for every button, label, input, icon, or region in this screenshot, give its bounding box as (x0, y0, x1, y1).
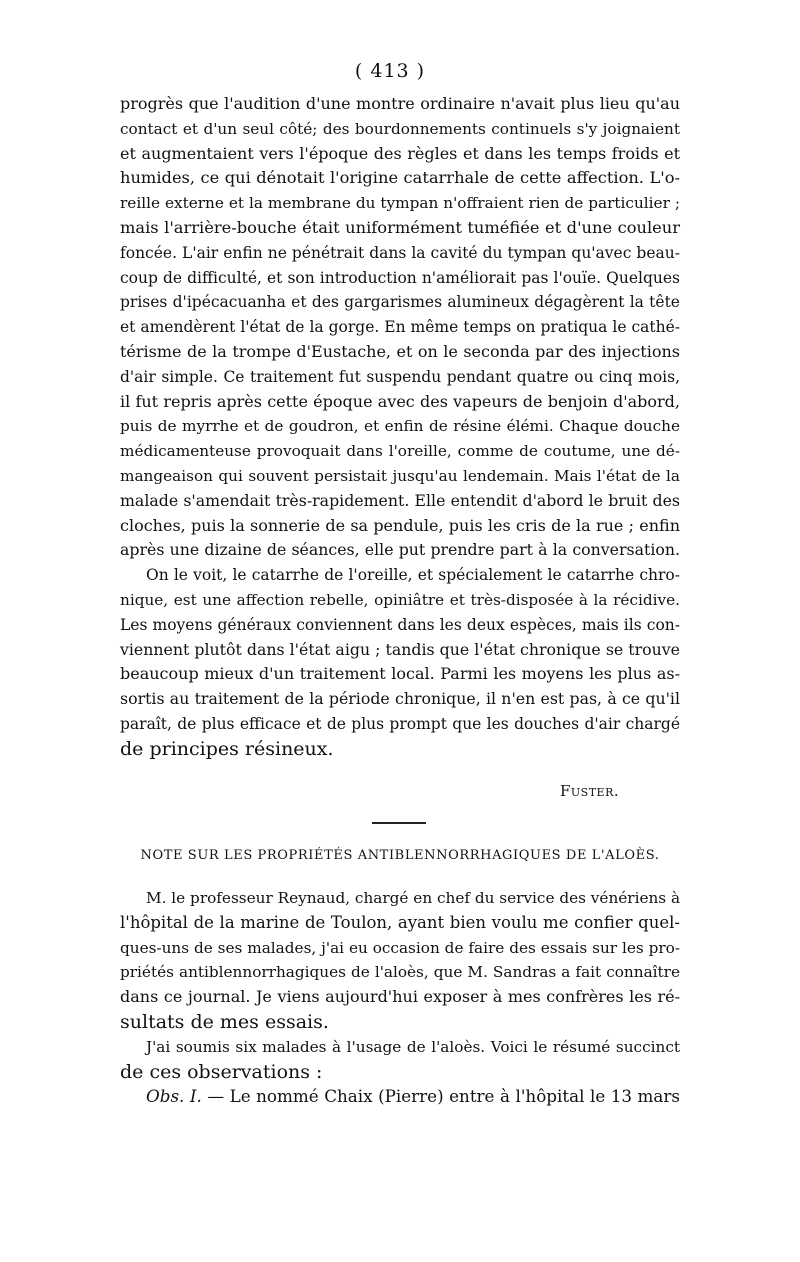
paragraph-3 (120, 886, 680, 1035)
text-line: reille externe et la membrane du tympan n'offraient rien de particulier ; (120, 194, 680, 213)
text-line: d'air simple. Ce traitement fut suspendu pendant quatre ou cinq mois, (120, 367, 680, 386)
text-line: contact et d'un seul côté; des bourdonnements continuels s'y joignaient (120, 119, 680, 138)
body-text-top (120, 92, 680, 762)
section-divider (372, 822, 426, 824)
author-signature: Fuster. (560, 782, 620, 800)
text-line: et augmentaient vers l'époque des règles et dans les temps froids et (120, 143, 680, 163)
text-line: On le voit, le catarrhe de l'oreille, et spécialement le catarrhe chro- (146, 566, 680, 585)
text-line: J'ai soumis six malades à l'usage de l'aloès. Voici le résumé succinct (146, 1037, 680, 1056)
page-number: ( 413 ) (354, 60, 426, 82)
text-line: humides, ce qui dénotait l'origine catarrhale de cette affection. L'o- (120, 168, 680, 188)
text-line: priétés antiblennorrhagiques de l'aloès, que M. Sandras a fait connaître (120, 963, 680, 982)
text-line: malade s'amendait très-rapidement. Elle entendit d'abord le bruit des (120, 490, 680, 510)
observation-paragraph (120, 1084, 680, 1109)
text-line: nique, est une affection rebelle, opiniâtre et très-disposée à la récidive. (120, 590, 680, 609)
text-line: l'hôpital de la marine de Toulon, ayant bien voulu me confier quel- (120, 912, 680, 932)
observation-line (120, 1084, 680, 1109)
text-line: beaucoup mieux d'un traitement local. Parmi les moyens les plus as- (120, 664, 680, 684)
text-line: coup de difficulté, et son introduction n'améliorait pas l'ouïe. Quelques (120, 268, 680, 287)
text-line: sortis au traitement de la période chronique, il n'en est pas, à ce qu'il (120, 689, 680, 709)
text-line: il fut repris après cette époque avec des vapeurs de benjoin d'abord, (120, 391, 680, 411)
text-line: viennent plutôt dans l'état aigu ; tandis que l'état chronique se trouve (120, 639, 680, 659)
text-line: sultats de mes essais. (120, 1010, 329, 1033)
observation-label: Obs. I. (146, 1086, 202, 1107)
text-line: foncée. L'air enfin ne pénétrait dans la cavité du tympan qu'avec beau- (120, 243, 680, 262)
text-line: mais l'arrière-bouche était uniformément tuméfiée et d'une couleur (120, 217, 680, 237)
body-text-bottom (120, 886, 680, 1109)
text-line: de ces observations : (120, 1060, 323, 1083)
text-line: médicamenteuse provoquait dans l'oreille, comme de coutume, une dé- (120, 442, 680, 461)
text-line: progrès que l'audition d'une montre ordinaire n'avait plus lieu qu'au (120, 94, 680, 113)
text-line: paraît, de plus efficace et de plus prompt que les douches d'air chargé (120, 714, 680, 733)
text-line: et amendèrent l'état de la gorge. En même temps on pratiqua le cathé- (120, 318, 680, 337)
observation-text: — Le nommé Chaix (Pierre) entre à l'hôpital le 13 mars (207, 1086, 681, 1107)
paragraph-1 (120, 92, 680, 563)
paragraph-4 (120, 1035, 680, 1085)
text-line: Les moyens généraux conviennent dans les deux espèces, mais ils con- (120, 615, 680, 634)
text-line: dans ce journal. Je viens aujourd'hui exposer à mes confrères les ré- (120, 987, 680, 1007)
section-heading: NOTE SUR LES PROPRIÉTÉS ANTIBLENNORRHAGIQUES DE L'ALOÈS. (140, 848, 660, 863)
paragraph-2 (120, 563, 680, 761)
text-line: de principes résineux. (120, 737, 334, 760)
text-line: prises d'ipécacuanha et des gargarismes alumineux dégagèrent la tête (120, 293, 680, 312)
text-line: M. le professeur Reynaud, chargé en chef du service des vénériens à (146, 889, 681, 907)
text-line: ques-uns de ses malades, j'ai eu occasion de faire des essais sur les pro- (120, 938, 680, 957)
text-line: térisme de la trompe d'Eustache, et on le seconda par des injections (120, 341, 680, 361)
text-line: après une dizaine de séances, elle put prendre part à la conversation. (120, 540, 680, 560)
text-line: cloches, puis la sonnerie de sa pendule, puis les cris de la rue ; enfin (120, 515, 680, 535)
text-line: mangeaison qui souvent persistait jusqu'au lendemain. Mais l'état de la (120, 466, 680, 485)
text-line: puis de myrrhe et de goudron, et enfin de résine élémi. Chaque douche (120, 417, 680, 436)
